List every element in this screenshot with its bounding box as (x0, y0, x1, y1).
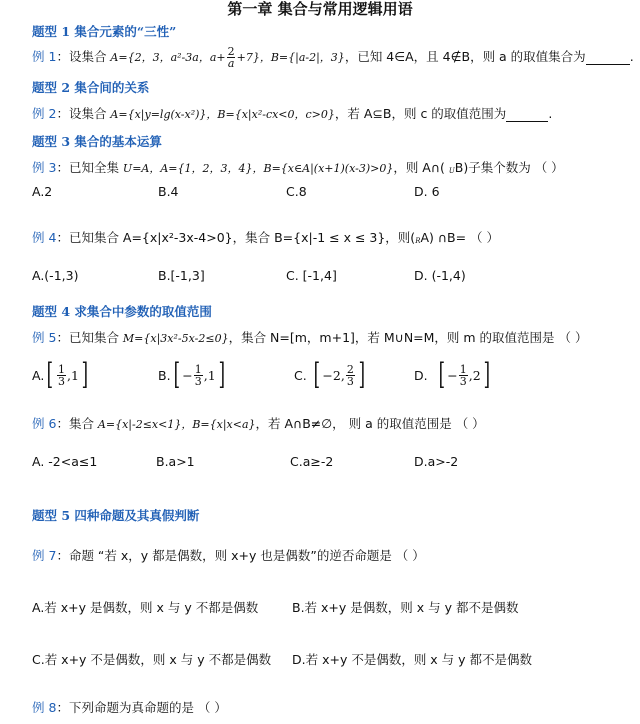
section-heading-type-3: 题型 3 集合的基本运算 (32, 134, 162, 149)
example-5-label: 例 5 (32, 330, 57, 345)
section-heading-type-2: 题型 2 集合间的关系 (32, 80, 150, 95)
option-c: C.a≥-2 (290, 454, 334, 469)
option-a: A. -2<a≤1 (32, 454, 98, 469)
answer-blank (586, 49, 630, 65)
option-d: D. 6 (414, 184, 440, 199)
option-b (158, 357, 227, 392)
option-d: D.若 x+y 不是偶数，则 x 与 y 都不是偶数 (292, 652, 533, 667)
option-d: D.a>-2 (414, 454, 459, 469)
example-7-label: 例 7 (32, 548, 57, 563)
fraction-denominator: 3 (459, 374, 467, 388)
example-1-fraction (227, 46, 236, 69)
example-5-text-a: ：已知集合 (56, 330, 123, 345)
option-a: A.若 x+y 是偶数，则 x 与 y 不都是偶数 (32, 600, 259, 615)
example-8-text: ：下列命题为真命题的是 （ ） (56, 700, 227, 715)
example-2 (32, 104, 552, 122)
example-8 (32, 698, 227, 716)
example-3-label: 例 3 (32, 160, 57, 175)
fraction-denominator: a (227, 57, 235, 70)
fraction-numerator: 2 (346, 362, 354, 376)
fraction-denominator: 3 (194, 374, 202, 388)
example-1-set-a: A={2，3，a²-3a，a+ (110, 51, 226, 64)
answer-blank (506, 106, 548, 122)
example-3-sets: U=A，A={1，2，3，4}，B={x∈A|(x+1)(x-3)>0} (122, 162, 394, 175)
complement-subscript: U (448, 167, 455, 175)
option-b: B.a>1 (156, 454, 195, 469)
example-2-text-a: ：设集合 (56, 106, 111, 121)
option-b: B.4 (158, 184, 179, 199)
example-8-label: 例 8 (32, 700, 57, 715)
fraction-numerator: 2 (227, 45, 235, 58)
example-3-text-b: ，则 A∩( (393, 160, 449, 175)
example-2-end: . (548, 106, 553, 121)
option-b: B.[-1,3] (158, 268, 205, 283)
section-heading-type-5: 题型 5 四种命题及其真假判断 (32, 508, 200, 523)
option-c: C.8 (286, 184, 307, 199)
example-6-text-b: ，若 A∩B≠∅， 则 a 的取值范围是 （ ） (255, 416, 485, 431)
fraction-numerator: 1 (459, 362, 467, 376)
example-1-label: 例 1 (32, 49, 57, 64)
section-heading-type-1: 题型 1 集合元素的“三性” (32, 24, 177, 39)
interval-right-value: ,1 (203, 367, 216, 383)
example-2-text-b: ，若 A⊆B，则 c 的取值范围为 (334, 106, 507, 121)
option-c: C. [-1,4] (286, 268, 337, 283)
example-2-sets: A={x|y=lg(x-x²)}，B={x|x²-cx<0，c>0} (110, 108, 335, 121)
option-d: D. (-1,4) (414, 268, 466, 283)
option-label: B. (158, 367, 171, 383)
example-6-text-a: ：集合 (56, 416, 98, 431)
example-5 (32, 328, 588, 346)
option-a (32, 357, 91, 392)
interval-closed: [ − $\frac{1}{3}$ ,2 ] (438, 357, 490, 392)
option-a: A.2 (32, 184, 53, 199)
fraction-numerator: 1 (58, 362, 66, 376)
section-heading-type-4: 题型 4 求集合中参数的取值范围 (32, 304, 212, 319)
example-3-text-a: ：已知全集 (56, 160, 123, 175)
example-4-label: 例 4 (32, 230, 57, 245)
option-label: D. (414, 367, 428, 383)
example-3 (32, 158, 564, 176)
fraction-denominator: 3 (346, 374, 354, 388)
example-4-text-b: A) ∩B= （ ） (420, 230, 500, 245)
example-1-text-a: ：设集合 (56, 49, 111, 64)
example-4 (32, 228, 499, 246)
minus-sign: − (447, 367, 458, 383)
example-7-text: ：命题 “若 x，y 都是偶数，则 x+y 也是偶数”的逆否命题是 （ ） (56, 548, 425, 563)
example-1-set-b: +7}，B={|a-2|，3} (236, 51, 345, 64)
example-6-label: 例 6 (32, 416, 57, 431)
interval-closed: [ −2, $\frac{2}{3}$ ] (313, 357, 365, 392)
example-6-sets: A={x|-2≤x<1}，B={x|x<a} (97, 418, 256, 431)
option-a: A.(-1,3) (32, 268, 79, 283)
example-1-text-b: ，已知 4∈A，且 4∉B，则 a 的取值集合为 (344, 49, 586, 64)
fraction-numerator: 1 (194, 362, 202, 376)
option-c: C.若 x+y 不是偶数，则 x 与 y 不都是偶数 (32, 652, 272, 667)
option-d (414, 357, 492, 392)
example-6 (32, 414, 485, 432)
chapter-title: 第一章 集合与常用逻辑用语 (227, 0, 413, 18)
example-1 (32, 46, 634, 69)
example-4-text-a: ：已知集合 A={x|x²-3x-4>0}，集合 B={x|-1 ≤ x ≤ 3}，则( (56, 230, 416, 245)
example-5-sets: M={x|3x²-5x-2≤0} (122, 332, 229, 345)
example-3-text-c: B)子集个数为 （ ） (454, 160, 564, 175)
fraction-denominator: 3 (58, 374, 66, 388)
example-5-text-b: ，集合 N=[m，m+1]，若 M∪N=M，则 m 的取值范围是 （ ） (228, 330, 588, 345)
example-2-label: 例 2 (32, 106, 57, 121)
option-label: C. (294, 367, 307, 383)
interval-closed: [ − $\frac{1}{3}$ ,1 ] (173, 357, 225, 392)
example-1-end: . (629, 49, 634, 64)
interval-right-value: ,2 (468, 367, 481, 383)
interval-right-value: ,1 (67, 367, 79, 383)
interval-left-value: −2, (322, 367, 345, 383)
example-7 (32, 546, 425, 564)
option-b: B.若 x+y 是偶数，则 x 与 y 都不是偶数 (292, 600, 519, 615)
option-label: A. (32, 367, 45, 383)
interval-closed: [ $\frac{1}{3}$ ,1 ] (46, 357, 89, 392)
option-c (294, 357, 368, 392)
complement-subscript: R (415, 237, 421, 245)
minus-sign: − (182, 367, 193, 383)
